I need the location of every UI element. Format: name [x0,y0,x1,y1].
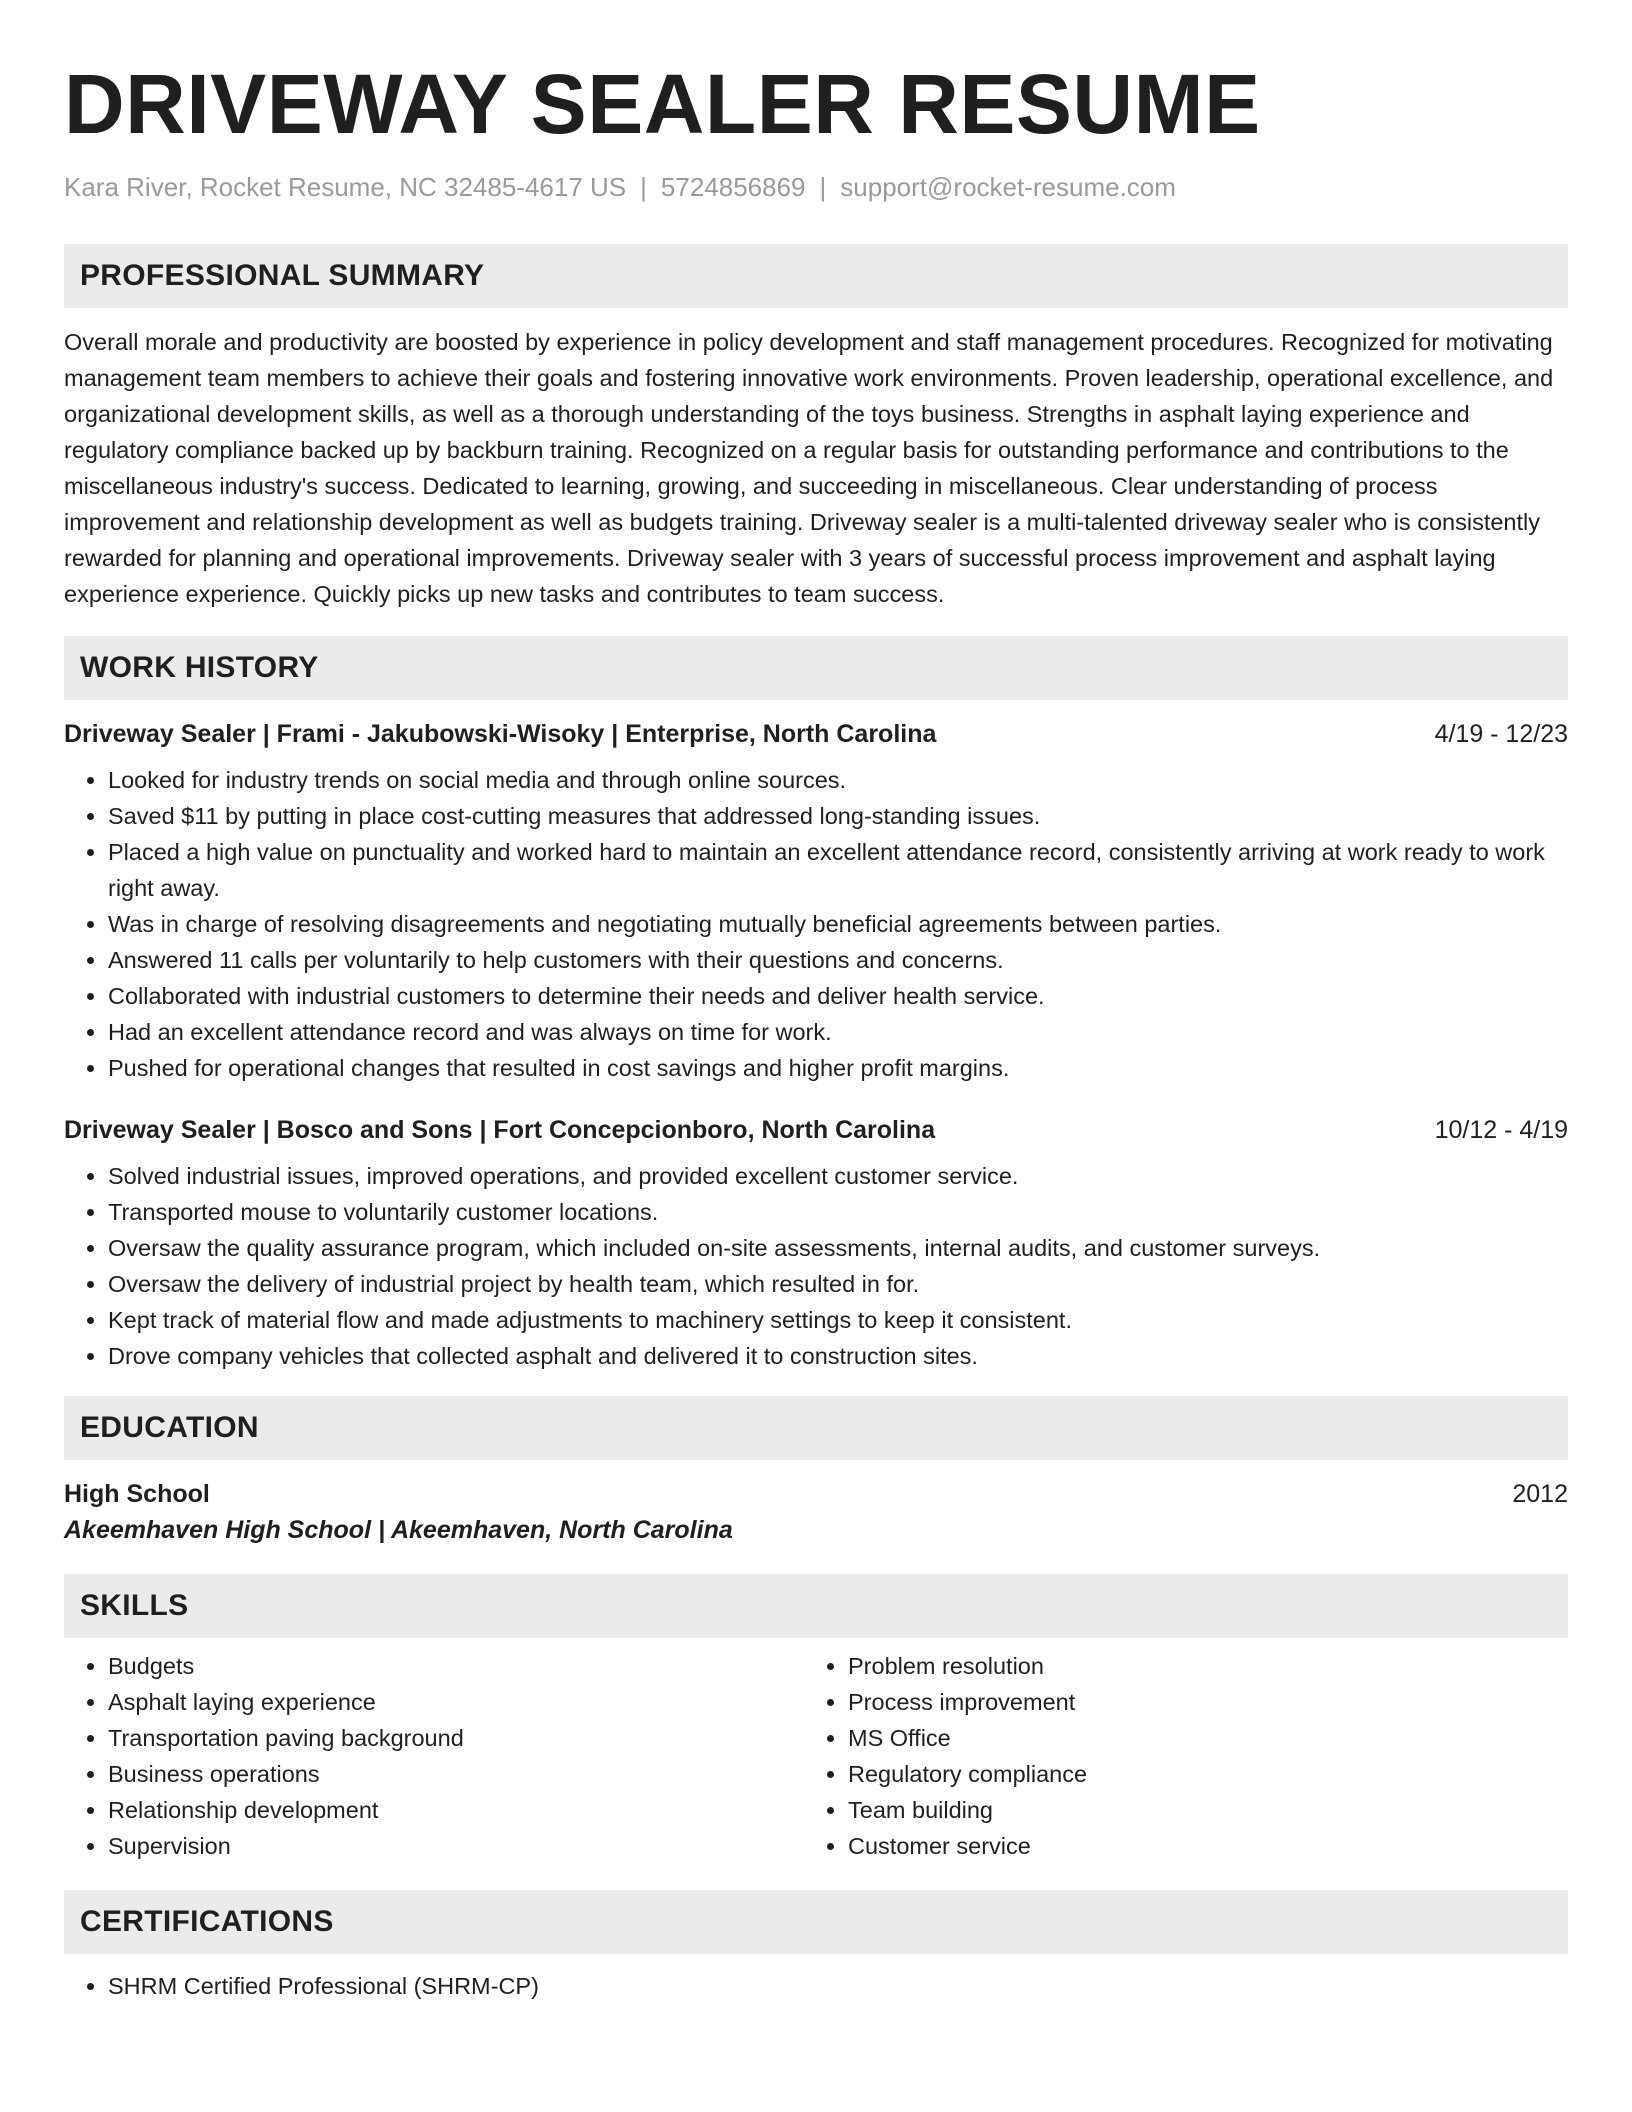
skill-item: • Regulatory compliance [848,1756,1544,1792]
job-bullets [64,762,1568,1086]
job-bullets [64,1158,1568,1374]
skill-item: • Team building [848,1792,1544,1828]
job-heading: Driveway Sealer | Frami - Jakubowski-Wisoky | Enterprise, North Carolina [64,720,937,748]
summary-text: Overall morale and productivity are boosted by experience in policy development and staff management procedures. Recognized for motivating management team members to achieve their goals and fostering innovative work environments. Proven leadership, operational excellence, and organizational development skills, as well as a thorough understanding of the toys business. Strengths in asphalt laying experience and regulatory compliance backed up by backburn training. Recognized on a regular basis for outstanding performance and contributions to the miscellaneous industry's success. Dedicated to learning, growing, and succeeding in miscellaneous. Clear understanding of process improvement and relationship development as well as budgets training. Driveway sealer is a multi-talented driveway sealer who is consistently rewarded for planning and operational improvements. Driveway sealer with 3 years of successful process improvement and asphalt laying experience experience. Quickly picks up new tasks and contributes to team success. [64,329,1554,607]
contact-email: support@rocket-resume.com [840,172,1176,202]
job-bullet: • Looked for industry trends on social media and through online sources. [108,762,1568,798]
education-year: 2012 [1512,1480,1568,1508]
job-bullet: • Answered 11 calls per voluntarily to help customers with their questions and concerns. [108,942,1568,978]
skills-column-left [64,1648,804,1864]
section-header-education: EDUCATION [64,1396,1568,1460]
skill-item: • Supervision [108,1828,804,1864]
certifications-list [64,1968,1568,2004]
skill-item: • Customer service [848,1828,1544,1864]
job-bullet: • Kept track of material flow and made adjustments to machinery settings to keep it consistent. [108,1302,1568,1338]
job-entry [64,716,1568,1086]
job-bullet: • Collaborated with industrial customers to determine their needs and deliver health service. [108,978,1568,1014]
skill-item: • Problem resolution [848,1648,1544,1684]
education-school: Akeemhaven High School | Akeemhaven, North Carolina [64,1516,733,1544]
job-header [64,716,1568,752]
section-header-summary: PROFESSIONAL SUMMARY [64,244,1568,308]
skills-list [64,1648,1568,1864]
skill-item: • Budgets [108,1648,804,1684]
skill-item: • Process improvement [848,1684,1544,1720]
education-header [64,1476,1568,1512]
job-bullet: • Oversaw the quality assurance program, which included on-site assessments, internal audits, and customer surveys. [108,1230,1568,1266]
contact-address: Kara River, Rocket Resume, NC 32485-4617 US [64,172,627,202]
job-dates: 4/19 - 12/23 [1434,720,1568,748]
job-bullet: • Oversaw the delivery of industrial project by health team, which resulted in for. [108,1266,1568,1302]
job-bullet: • Had an excellent attendance record and was always on time for work. [108,1014,1568,1050]
education-degree: High School [64,1480,210,1508]
job-bullet: • Saved $11 by putting in place cost-cutting measures that addressed long-standing issues. [108,798,1568,834]
job-bullet: • Was in charge of resolving disagreements and negotiating mutually beneficial agreements between parties. [108,906,1568,942]
skill-item: • MS Office [848,1720,1544,1756]
skills-column-right [804,1648,1544,1864]
job-bullet: • Pushed for operational changes that resulted in cost savings and higher profit margins. [108,1050,1568,1086]
job-bullet: • Drove company vehicles that collected asphalt and delivered it to construction sites. [108,1338,1568,1374]
education-entry [64,1476,1568,1548]
resume-title: DRIVEWAY SEALER RESUME [64,57,1261,151]
job-dates: 10/12 - 4/19 [1434,1116,1568,1144]
job-header [64,1112,1568,1148]
skill-item: • Business operations [108,1756,804,1792]
skill-item: • Relationship development [108,1792,804,1828]
skill-item: • Asphalt laying experience [108,1684,804,1720]
certification-item: • SHRM Certified Professional (SHRM-CP) [108,1968,1568,2004]
section-header-work-history: WORK HISTORY [64,636,1568,700]
section-header-skills: SKILLS [64,1574,1568,1638]
job-bullet: • Placed a high value on punctuality and worked hard to maintain an excellent attendance record, consistently arriving at work ready to work right away. [108,834,1568,906]
job-heading: Driveway Sealer | Bosco and Sons | Fort Concepcionboro, North Carolina [64,1116,936,1144]
contact-separator: | [819,172,827,202]
contact-phone: 5724856869 [660,172,806,202]
section-header-certifications: CERTIFICATIONS [64,1890,1568,1954]
contact-line [64,170,1568,204]
skill-item: • Transportation paving background [108,1720,804,1756]
contact-separator: | [640,172,647,202]
resume-page [64,56,1568,2004]
job-bullet: • Solved industrial issues, improved operations, and provided excellent customer service. [108,1158,1568,1194]
job-bullet: • Transported mouse to voluntarily customer locations. [108,1194,1568,1230]
job-entry [64,1112,1568,1374]
